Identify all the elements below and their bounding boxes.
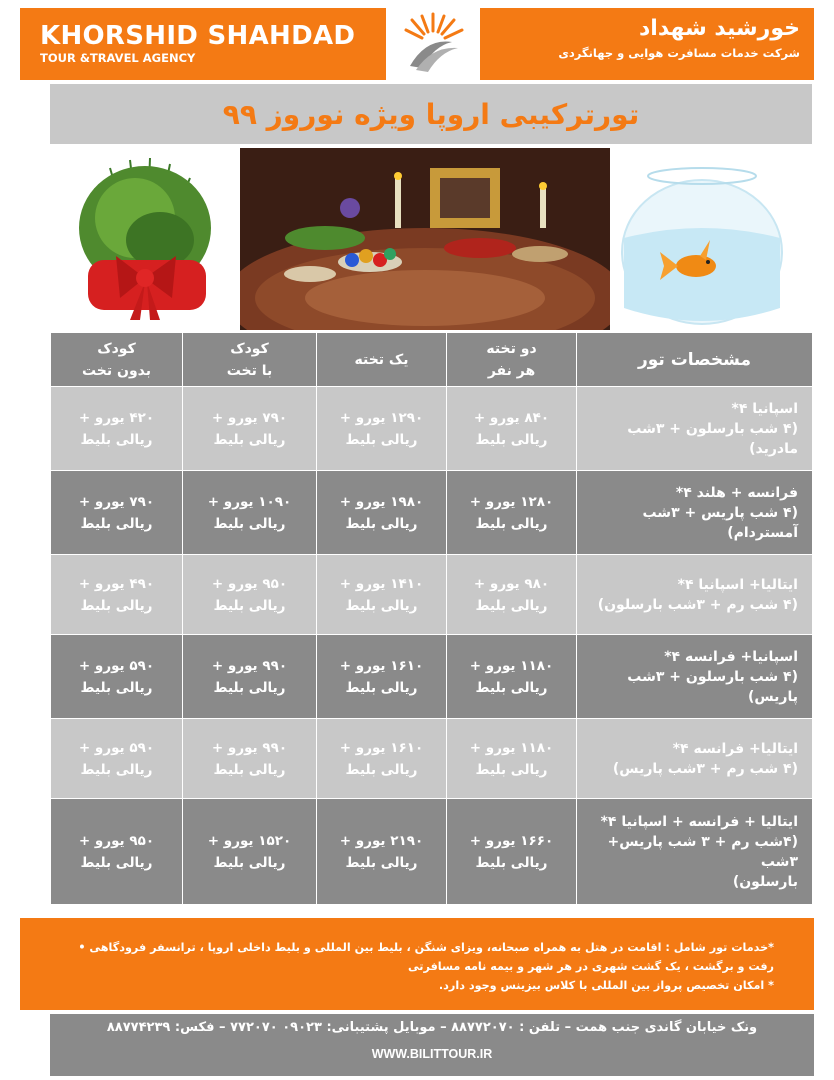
price-single-cell: ۲۱۹۰ یورو + ریالی بلیط: [317, 799, 447, 905]
price-single-cell: ۱۶۱۰ یورو + ریالی بلیط: [317, 719, 447, 799]
page-title-bar: [50, 84, 812, 144]
price-child-nobed-cell: ۵۹۰ یورو + ریالی بلیط: [51, 635, 183, 719]
sabzeh-image: [50, 148, 240, 330]
table-row: [51, 387, 813, 471]
note-services: *خدمات تور شامل : اقامت در هتل به همراه صبحانه، ویزای شنگن ، بلیط بین المللی و بلیط داخلی اروپا ، ترانسفر فرودگاهی •: [78, 941, 774, 954]
sun-logo-icon: [386, 8, 480, 80]
price-double-cell: ۱۱۸۰ یورو + ریالی بلیط: [447, 719, 577, 799]
price-single-cell: ۱۹۸۰ یورو + ریالی بلیط: [317, 471, 447, 555]
tour-spec-cell: ایتالیا+ فرانسه ۴* (۴ شب رم + ۳شب پاریس): [577, 719, 813, 799]
brand-name-fa: خورشید شهداد: [639, 16, 800, 41]
table-row: [51, 799, 813, 905]
price-single-cell: ۱۴۱۰ یورو + ریالی بلیط: [317, 555, 447, 635]
price-child-nobed-cell: ۷۹۰ یورو + ریالی بلیط: [51, 471, 183, 555]
tour-spec-cell: ایتالیا+ اسپانیا ۴* (۴ شب رم + ۳شب بارسلون): [577, 555, 813, 635]
brand-tagline-en: TOUR &TRAVEL AGENCY: [40, 51, 196, 65]
price-child-bed-cell: ۱۰۹۰ یورو + ریالی بلیط: [183, 471, 317, 555]
table-row: [51, 719, 813, 799]
price-child-nobed-cell: ۵۹۰ یورو + ریالی بلیط: [51, 719, 183, 799]
tour-spec-cell: ایتالیا + فرانسه + اسپانیا ۴* (۴شب رم + ۳ شب پاریس+ ۳شب بارسلون): [577, 799, 813, 905]
note-business-class: * امکان تخصیص پرواز بین المللی با کلاس بیزینس وجود دارد.: [438, 979, 774, 992]
goldfish-bowl-image: [610, 148, 812, 330]
price-single-cell: ۱۶۱۰ یورو + ریالی بلیط: [317, 635, 447, 719]
tour-spec-cell: اسپانیا ۴* (۴ شب بارسلون + ۳شب مادرید): [577, 387, 813, 471]
column-header-single: یک تخته: [317, 333, 447, 387]
website-link[interactable]: WWW.BILITTOUR.IR: [371, 1047, 493, 1061]
contact-bar: [50, 1014, 814, 1076]
haft-sin-table-image: [240, 148, 610, 330]
tour-price-table: [50, 332, 812, 905]
note-services-cont: رفت و برگشت ، یک گشت شهری در هر شهر و بیمه نامه مسافرتی: [407, 960, 774, 973]
table-row: [51, 471, 813, 555]
price-child-bed-cell: ۷۹۰ یورو + ریالی بلیط: [183, 387, 317, 471]
price-child-bed-cell: ۱۵۲۰ یورو + ریالی بلیط: [183, 799, 317, 905]
tour-spec-cell: اسپانیا+ فرانسه ۴* (۴ شب بارسلون + ۳شب پاریس): [577, 635, 813, 719]
header: [20, 8, 814, 80]
price-double-cell: ۱۶۶۰ یورو + ریالی بلیط: [447, 799, 577, 905]
price-child-nobed-cell: ۹۵۰ یورو + ریالی بلیط: [51, 799, 183, 905]
price-double-cell: ۹۸۰ یورو + ریالی بلیط: [447, 555, 577, 635]
table-header-row: [51, 333, 813, 387]
price-double-cell: ۸۴۰ یورو + ریالی بلیط: [447, 387, 577, 471]
brand-name-en: KHORSHID SHAHDAD: [40, 21, 356, 51]
tour-spec-cell: فرانسه + هلند ۴* (۴ شب پاریس + ۳شب آمستردام): [577, 471, 813, 555]
contact-info: ونک خیابان گاندی جنب همت – تلفن : ۸۸۷۷۲۰۷۰ – موبایل پشتیبانی: ۰۹۰۲۳ ۷۷۲۰۷۰ – فکس: ۸۸۷۷۴۲۳۹: [106, 1020, 758, 1035]
price-child-nobed-cell: ۴۲۰ یورو + ریالی بلیط: [51, 387, 183, 471]
page-title: تورترکیبی اروپا ویژه نوروز ۹۹: [222, 97, 640, 131]
price-double-cell: ۱۲۸۰ یورو + ریالی بلیط: [447, 471, 577, 555]
table-row: [51, 635, 813, 719]
price-child-bed-cell: ۹۹۰ یورو + ریالی بلیط: [183, 635, 317, 719]
column-header-child-nobed: کودک بدون تخت: [51, 333, 183, 387]
price-child-nobed-cell: ۴۹۰ یورو + ریالی بلیط: [51, 555, 183, 635]
brand-block-fa: [480, 8, 814, 80]
price-single-cell: ۱۲۹۰ یورو + ریالی بلیط: [317, 387, 447, 471]
price-double-cell: ۱۱۸۰ یورو + ریالی بلیط: [447, 635, 577, 719]
column-header-spec: مشخصات تور: [577, 333, 813, 387]
brand-block-en: [20, 8, 386, 80]
price-child-bed-cell: ۹۹۰ یورو + ریالی بلیط: [183, 719, 317, 799]
price-child-bed-cell: ۹۵۰ یورو + ریالی بلیط: [183, 555, 317, 635]
table-row: [51, 555, 813, 635]
brand-tagline-fa: شرکت خدمات مسافرت هوایی و جهانگردی: [558, 46, 800, 60]
column-header-child-bed: کودک با تخت: [183, 333, 317, 387]
tour-notes: [20, 918, 814, 1010]
column-header-double: دو تخته هر نفر: [447, 333, 577, 387]
